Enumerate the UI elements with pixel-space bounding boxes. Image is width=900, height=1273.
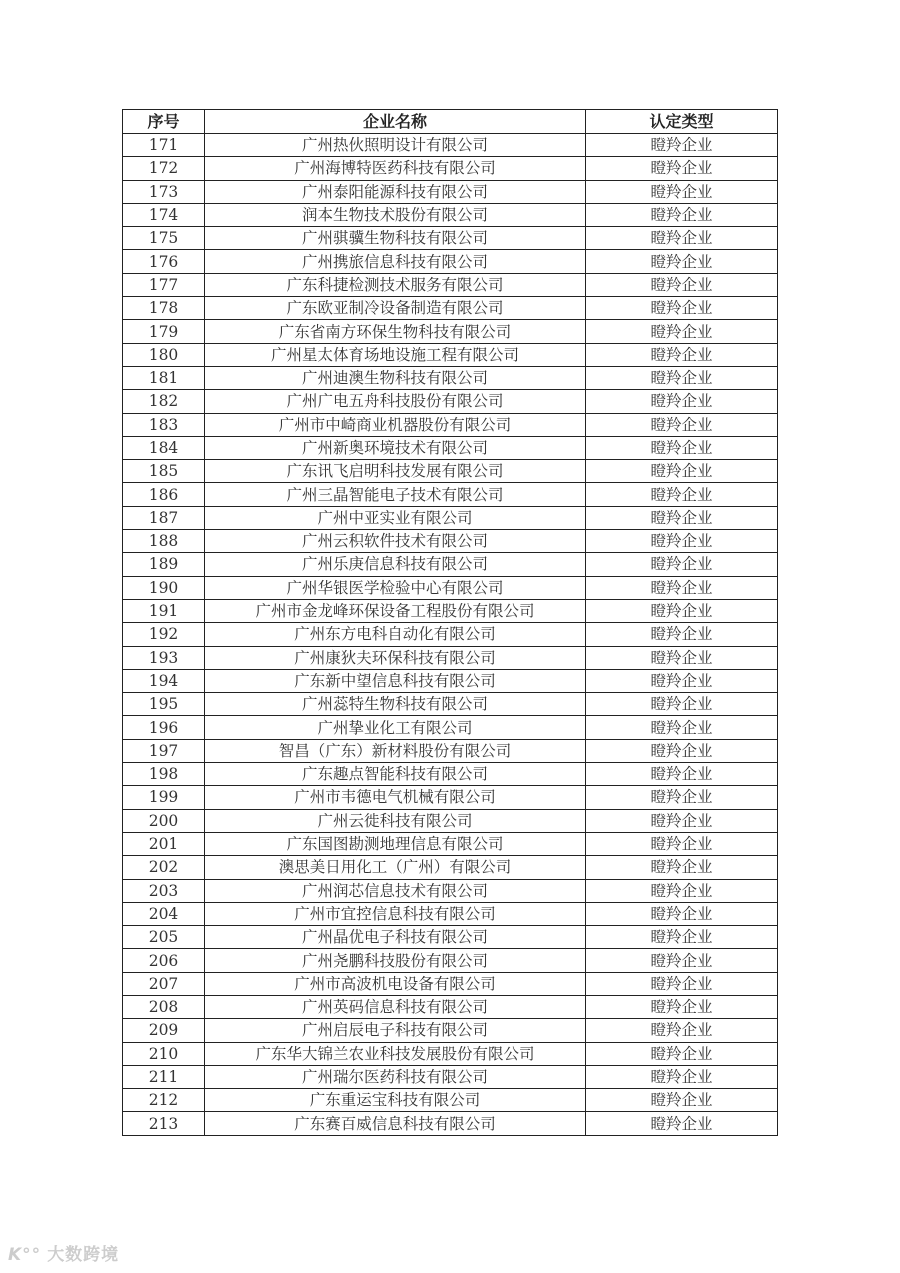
certification-type: 瞪羚企业: [586, 460, 778, 483]
certification-type: 瞪羚企业: [586, 1065, 778, 1088]
row-index: 176: [123, 250, 205, 273]
company-name: 广东华大锦兰农业科技发展股份有限公司: [205, 1042, 586, 1065]
table-row: [123, 180, 778, 203]
table-row: [123, 203, 778, 226]
row-index: 193: [123, 646, 205, 669]
certification-type: 瞪羚企业: [586, 134, 778, 157]
company-name: 广州英码信息科技有限公司: [205, 995, 586, 1018]
certification-type: 瞪羚企业: [586, 203, 778, 226]
table-row: [123, 856, 778, 879]
table-row: [123, 972, 778, 995]
certification-type: 瞪羚企业: [586, 227, 778, 250]
table-row: [123, 646, 778, 669]
row-index: 179: [123, 320, 205, 343]
certification-type: 瞪羚企业: [586, 436, 778, 459]
table-row: [123, 1042, 778, 1065]
table-row: [123, 390, 778, 413]
company-name: 广东省南方环保生物科技有限公司: [205, 320, 586, 343]
certification-type: 瞪羚企业: [586, 693, 778, 716]
header-company-name: 企业名称: [205, 110, 586, 134]
company-name: 广州东方电科自动化有限公司: [205, 623, 586, 646]
table-header-row: [123, 110, 778, 134]
company-name: 广州云徙科技有限公司: [205, 809, 586, 832]
company-name: 广州启辰电子科技有限公司: [205, 1019, 586, 1042]
company-name: 广州润芯信息技术有限公司: [205, 879, 586, 902]
row-index: 212: [123, 1089, 205, 1112]
certification-type: 瞪羚企业: [586, 576, 778, 599]
row-index: 172: [123, 157, 205, 180]
certification-type: 瞪羚企业: [586, 1089, 778, 1112]
row-index: 201: [123, 832, 205, 855]
row-index: 207: [123, 972, 205, 995]
watermark: [8, 1240, 119, 1265]
table-row: [123, 506, 778, 529]
row-index: 195: [123, 693, 205, 716]
certification-type: 瞪羚企业: [586, 1019, 778, 1042]
table-row: [123, 879, 778, 902]
company-name: 广州乐庚信息科技有限公司: [205, 553, 586, 576]
company-name: 广东趣点智能科技有限公司: [205, 763, 586, 786]
company-name: 广州市高波机电设备有限公司: [205, 972, 586, 995]
certification-type: 瞪羚企业: [586, 390, 778, 413]
certification-type: 瞪羚企业: [586, 669, 778, 692]
certification-type: 瞪羚企业: [586, 949, 778, 972]
company-name: 智昌（广东）新材料股份有限公司: [205, 739, 586, 762]
certification-type: 瞪羚企业: [586, 320, 778, 343]
company-name: 广州云积软件技术有限公司: [205, 530, 586, 553]
certification-type: 瞪羚企业: [586, 809, 778, 832]
company-name: 广州市宜控信息科技有限公司: [205, 902, 586, 925]
company-name: 广州海博特医药科技有限公司: [205, 157, 586, 180]
company-name: 广州瑞尔医药科技有限公司: [205, 1065, 586, 1088]
company-name: 广东讯飞启明科技发展有限公司: [205, 460, 586, 483]
company-table: [122, 109, 778, 1136]
table-row: [123, 157, 778, 180]
company-name: 润本生物技术股份有限公司: [205, 203, 586, 226]
company-name: 广州中亚实业有限公司: [205, 506, 586, 529]
company-name: 广州热伙照明设计有限公司: [205, 134, 586, 157]
table-row: [123, 786, 778, 809]
company-name: 广州新奥环境技术有限公司: [205, 436, 586, 459]
table-row: [123, 926, 778, 949]
row-index: 203: [123, 879, 205, 902]
row-index: 210: [123, 1042, 205, 1065]
table-row: [123, 250, 778, 273]
row-index: 200: [123, 809, 205, 832]
table-row: [123, 553, 778, 576]
company-name: 广东欧亚制冷设备制造有限公司: [205, 297, 586, 320]
certification-type: 瞪羚企业: [586, 972, 778, 995]
row-index: 181: [123, 366, 205, 389]
row-index: 199: [123, 786, 205, 809]
certification-type: 瞪羚企业: [586, 832, 778, 855]
row-index: 173: [123, 180, 205, 203]
row-index: 208: [123, 995, 205, 1018]
company-name: 广州市金龙峰环保设备工程股份有限公司: [205, 599, 586, 622]
company-name: 广州三晶智能电子技术有限公司: [205, 483, 586, 506]
certification-type: 瞪羚企业: [586, 1112, 778, 1135]
company-name: 广州广电五舟科技股份有限公司: [205, 390, 586, 413]
table-row: [123, 366, 778, 389]
company-name: 广东国图勘测地理信息有限公司: [205, 832, 586, 855]
row-index: 205: [123, 926, 205, 949]
row-index: 213: [123, 1112, 205, 1135]
table-row: [123, 809, 778, 832]
table-row: [123, 320, 778, 343]
row-index: 187: [123, 506, 205, 529]
table-row: [123, 576, 778, 599]
company-name: 广东重运宝科技有限公司: [205, 1089, 586, 1112]
company-name: 广州骐骥生物科技有限公司: [205, 227, 586, 250]
certification-type: 瞪羚企业: [586, 297, 778, 320]
table-row: [123, 1112, 778, 1135]
table-row: [123, 413, 778, 436]
certification-type: 瞪羚企业: [586, 413, 778, 436]
certification-type: 瞪羚企业: [586, 343, 778, 366]
table-row: [123, 273, 778, 296]
company-name: 澳思美日用化工（广州）有限公司: [205, 856, 586, 879]
table-row: [123, 832, 778, 855]
company-name: 广州挚业化工有限公司: [205, 716, 586, 739]
table-row: [123, 669, 778, 692]
table-row: [123, 995, 778, 1018]
certification-type: 瞪羚企业: [586, 1042, 778, 1065]
row-index: 211: [123, 1065, 205, 1088]
row-index: 198: [123, 763, 205, 786]
certification-type: 瞪羚企业: [586, 763, 778, 786]
certification-type: 瞪羚企业: [586, 273, 778, 296]
row-index: 184: [123, 436, 205, 459]
table-row: [123, 460, 778, 483]
company-name: 广东赛百威信息科技有限公司: [205, 1112, 586, 1135]
row-index: 196: [123, 716, 205, 739]
row-index: 178: [123, 297, 205, 320]
table-body: [123, 134, 778, 1136]
table-row: [123, 1089, 778, 1112]
certification-type: 瞪羚企业: [586, 553, 778, 576]
certification-type: 瞪羚企业: [586, 995, 778, 1018]
row-index: 190: [123, 576, 205, 599]
company-name: 广州尧鹏科技股份有限公司: [205, 949, 586, 972]
company-name: 广东新中望信息科技有限公司: [205, 669, 586, 692]
table-row: [123, 297, 778, 320]
row-index: 202: [123, 856, 205, 879]
row-index: 204: [123, 902, 205, 925]
row-index: 188: [123, 530, 205, 553]
certification-type: 瞪羚企业: [586, 623, 778, 646]
certification-type: 瞪羚企业: [586, 483, 778, 506]
certification-type: 瞪羚企业: [586, 530, 778, 553]
certification-type: 瞪羚企业: [586, 716, 778, 739]
table-row: [123, 483, 778, 506]
company-name: 广州市中崎商业机器股份有限公司: [205, 413, 586, 436]
table-row: [123, 763, 778, 786]
certification-type: 瞪羚企业: [586, 926, 778, 949]
certification-type: 瞪羚企业: [586, 157, 778, 180]
row-index: 186: [123, 483, 205, 506]
certification-type: 瞪羚企业: [586, 856, 778, 879]
header-type: 认定类型: [586, 110, 778, 134]
row-index: 180: [123, 343, 205, 366]
company-name: 广州迪澳生物科技有限公司: [205, 366, 586, 389]
row-index: 183: [123, 413, 205, 436]
watermark-text: 大数跨境: [47, 1245, 120, 1265]
table-row: [123, 436, 778, 459]
certification-type: 瞪羚企业: [586, 250, 778, 273]
table-row: [123, 623, 778, 646]
table-row: [123, 1019, 778, 1042]
company-name: 广州市韦德电气机械有限公司: [205, 786, 586, 809]
row-index: 194: [123, 669, 205, 692]
table-row: [123, 343, 778, 366]
company-name: 广州泰阳能源科技有限公司: [205, 180, 586, 203]
row-index: 175: [123, 227, 205, 250]
certification-type: 瞪羚企业: [586, 366, 778, 389]
table-row: [123, 1065, 778, 1088]
row-index: 192: [123, 623, 205, 646]
row-index: 197: [123, 739, 205, 762]
table-row: [123, 693, 778, 716]
company-name: 广州华银医学检验中心有限公司: [205, 576, 586, 599]
company-name: 广州星太体育场地设施工程有限公司: [205, 343, 586, 366]
row-index: 174: [123, 203, 205, 226]
certification-type: 瞪羚企业: [586, 786, 778, 809]
row-index: 191: [123, 599, 205, 622]
header-index: 序号: [123, 110, 205, 134]
table-row: [123, 716, 778, 739]
certification-type: 瞪羚企业: [586, 180, 778, 203]
row-index: 209: [123, 1019, 205, 1042]
certification-type: 瞪羚企业: [586, 506, 778, 529]
certification-type: 瞪羚企业: [586, 739, 778, 762]
certification-type: 瞪羚企业: [586, 599, 778, 622]
table-row: [123, 599, 778, 622]
company-name: 广州蕊特生物科技有限公司: [205, 693, 586, 716]
company-name: 广州康狄夫环保科技有限公司: [205, 646, 586, 669]
certification-type: 瞪羚企业: [586, 879, 778, 902]
row-index: 185: [123, 460, 205, 483]
row-index: 182: [123, 390, 205, 413]
watermark-logo: K°°: [8, 1245, 42, 1265]
certification-type: 瞪羚企业: [586, 646, 778, 669]
table-row: [123, 739, 778, 762]
row-index: 206: [123, 949, 205, 972]
table-row: [123, 134, 778, 157]
row-index: 171: [123, 134, 205, 157]
table-row: [123, 949, 778, 972]
company-name: 广州晶优电子科技有限公司: [205, 926, 586, 949]
row-index: 177: [123, 273, 205, 296]
certification-type: 瞪羚企业: [586, 902, 778, 925]
company-name: 广州携旅信息科技有限公司: [205, 250, 586, 273]
table-row: [123, 902, 778, 925]
company-name: 广东科捷检测技术服务有限公司: [205, 273, 586, 296]
row-index: 189: [123, 553, 205, 576]
table-row: [123, 530, 778, 553]
table-row: [123, 227, 778, 250]
